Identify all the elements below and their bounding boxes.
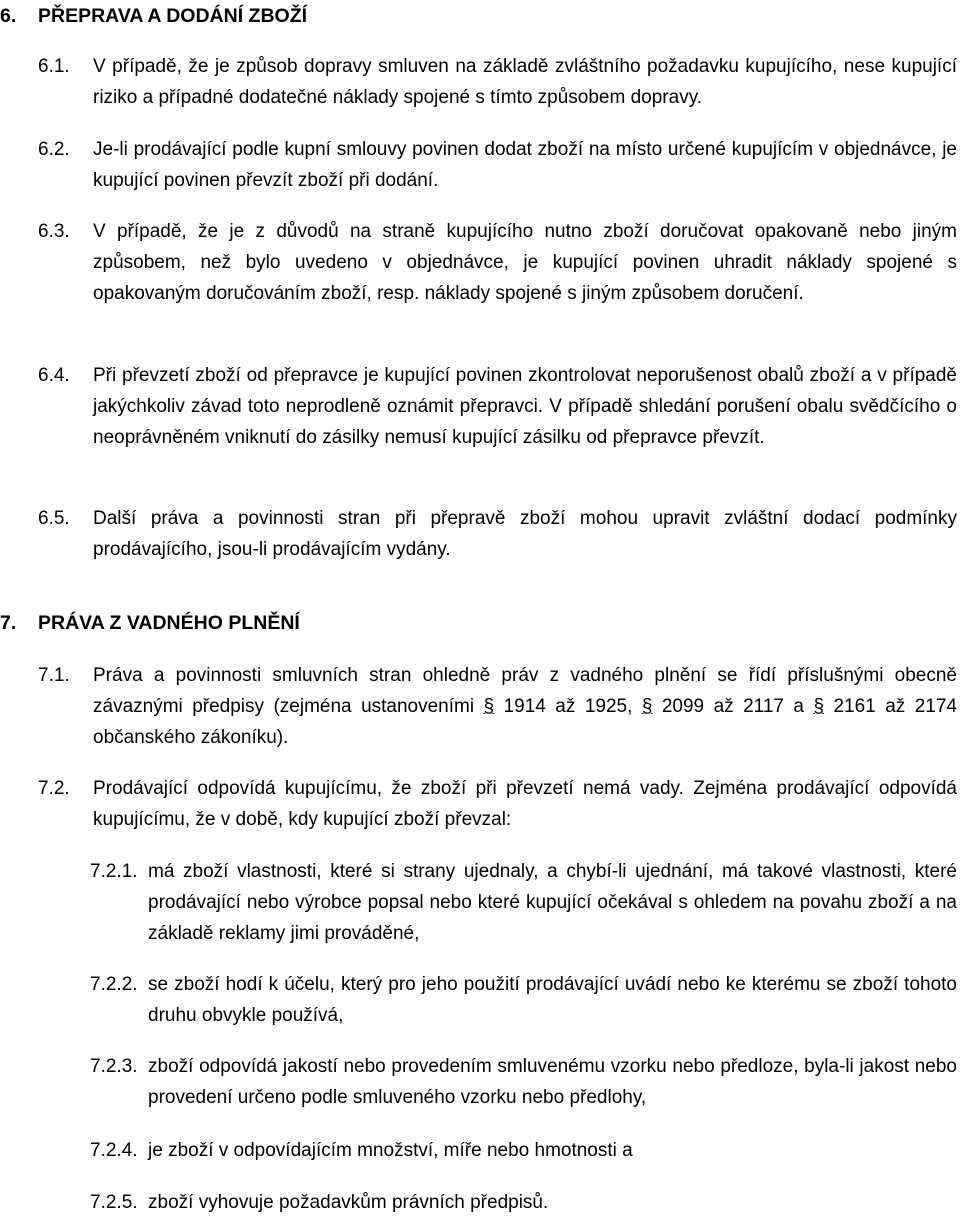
clause-text: V případě, že je způsob dopravy smluven na základě zvláštního požadavku kupujícího, nese kupující riziko a případné dodatečné náklady spojené s tímto způsobem dopravy. bbox=[93, 56, 957, 108]
clause-text: Prodávající odpovídá kupujícímu, že zboží při převzetí nemá vady. Zejména prodávající odpovídá kupujícímu, že v době, kdy kupující zboží převzal: bbox=[93, 778, 957, 830]
subclause-text: je zboží v odpovídajícím množství, míře nebo hmotnosti a bbox=[148, 1140, 633, 1161]
subclause-number: 7.2.5. bbox=[90, 1192, 138, 1213]
section-title: PŘEPRAVA A DODÁNÍ ZBOŽÍ bbox=[38, 5, 308, 27]
clause-number: 6.4. bbox=[38, 365, 70, 386]
clause-number: 6.2. bbox=[38, 139, 70, 160]
clause-text bbox=[93, 660, 957, 753]
paragraph-sign: § bbox=[641, 696, 653, 717]
subclause-number: 7.2.3. bbox=[90, 1056, 138, 1077]
clause-7-2-4 bbox=[90, 1135, 957, 1166]
clause-7-1 bbox=[38, 660, 957, 753]
clause-7-2 bbox=[38, 773, 957, 835]
subclause-text: zboží odpovídá jakostí nebo provedením smluvenému vzorku nebo předloze, byla-li jakost nebo provedení určeno podle smluveného vzorku nebo předlohy, bbox=[148, 1056, 957, 1108]
section-6-heading bbox=[0, 4, 307, 28]
subclause-text: zboží vyhovuje požadavkům právních předpisů. bbox=[148, 1192, 549, 1213]
clause-text: Další práva a povinnosti stran při přepravě zboží mohou upravit zvláštní dodací podmínky prodávajícího, jsou-li prodávajícím vydány. bbox=[93, 508, 957, 560]
clause-text-part: 1914 až 1925, bbox=[494, 696, 642, 717]
clause-6-3 bbox=[38, 216, 957, 309]
paragraph-sign: § bbox=[483, 696, 495, 717]
subclause-number: 7.2.4. bbox=[90, 1140, 138, 1161]
section-title: PRÁVA Z VADNÉHO PLNĚNÍ bbox=[38, 612, 300, 634]
subclause-text: se zboží hodí k účelu, který pro jeho použití prodávající uvádí nebo ke kterému se zboží tohoto druhu obvykle používá, bbox=[148, 974, 957, 1026]
clause-text: Je-li prodávající podle kupní smlouvy povinen dodat zboží na místo určené kupujícím v objednávce, je kupující povinen převzít zboží při dodání. bbox=[93, 139, 957, 191]
clause-text-part: Práva a povinnosti smluvních stran ohledně práv z vadného plnění se řídí příslušnými obecně závaznými předpisy (zejména ustanoveními bbox=[93, 665, 957, 717]
subclause-number: 7.2.2. bbox=[90, 974, 138, 995]
clause-6-5 bbox=[38, 503, 957, 565]
clause-text: V případě, že je z důvodů na straně kupujícího nutno zboží doručovat opakovaně nebo jiným způsobem, než bylo uvedeno v objednávce, je kupující povinen uhradit náklady spojené s opakovaným doručováním zboží, resp. náklady spojené s jiným způsobem doručení. bbox=[93, 221, 957, 304]
subclause-number: 7.2.1. bbox=[90, 861, 138, 882]
clause-number: 6.1. bbox=[38, 56, 70, 77]
clause-7-2-1 bbox=[90, 856, 957, 949]
clause-number: 7.2. bbox=[38, 778, 70, 799]
clause-6-2 bbox=[38, 134, 957, 196]
clause-number: 6.5. bbox=[38, 508, 70, 529]
clause-number: 7.1. bbox=[38, 665, 70, 686]
clause-7-2-3 bbox=[90, 1051, 957, 1113]
subclause-text: má zboží vlastnosti, které si strany ujednaly, a chybí-li ujednání, má takové vlastnosti, které prodávající nebo výrobce popsal nebo které kupující očekával s ohledem na povahu zboží a na základě reklamy jimi prováděné, bbox=[148, 861, 957, 944]
clause-number: 6.3. bbox=[38, 221, 70, 242]
clause-text-part: 2161 až 2174 občanského zákoníku). bbox=[93, 696, 957, 748]
clause-text-part: 2099 až 2117 a bbox=[652, 696, 814, 717]
clause-6-4 bbox=[38, 360, 957, 453]
section-number: 7. bbox=[0, 612, 17, 634]
section-number: 6. bbox=[0, 5, 17, 27]
clause-text: Při převzetí zboží od přepravce je kupující povinen zkontrolovat neporušenost obalů zboží a v případě jakýchkoliv závad toto neprodleně oznámit přepravci. V případě shledání porušení obalu svědčícího o neoprávněném vniknutí do zásilky nemusí kupující zásilku od přepravce převzít. bbox=[93, 365, 957, 448]
clause-7-2-5 bbox=[90, 1187, 957, 1218]
section-7-heading bbox=[0, 611, 300, 635]
clause-7-2-2 bbox=[90, 969, 957, 1031]
paragraph-sign: § bbox=[813, 696, 825, 717]
clause-6-1 bbox=[38, 51, 957, 113]
